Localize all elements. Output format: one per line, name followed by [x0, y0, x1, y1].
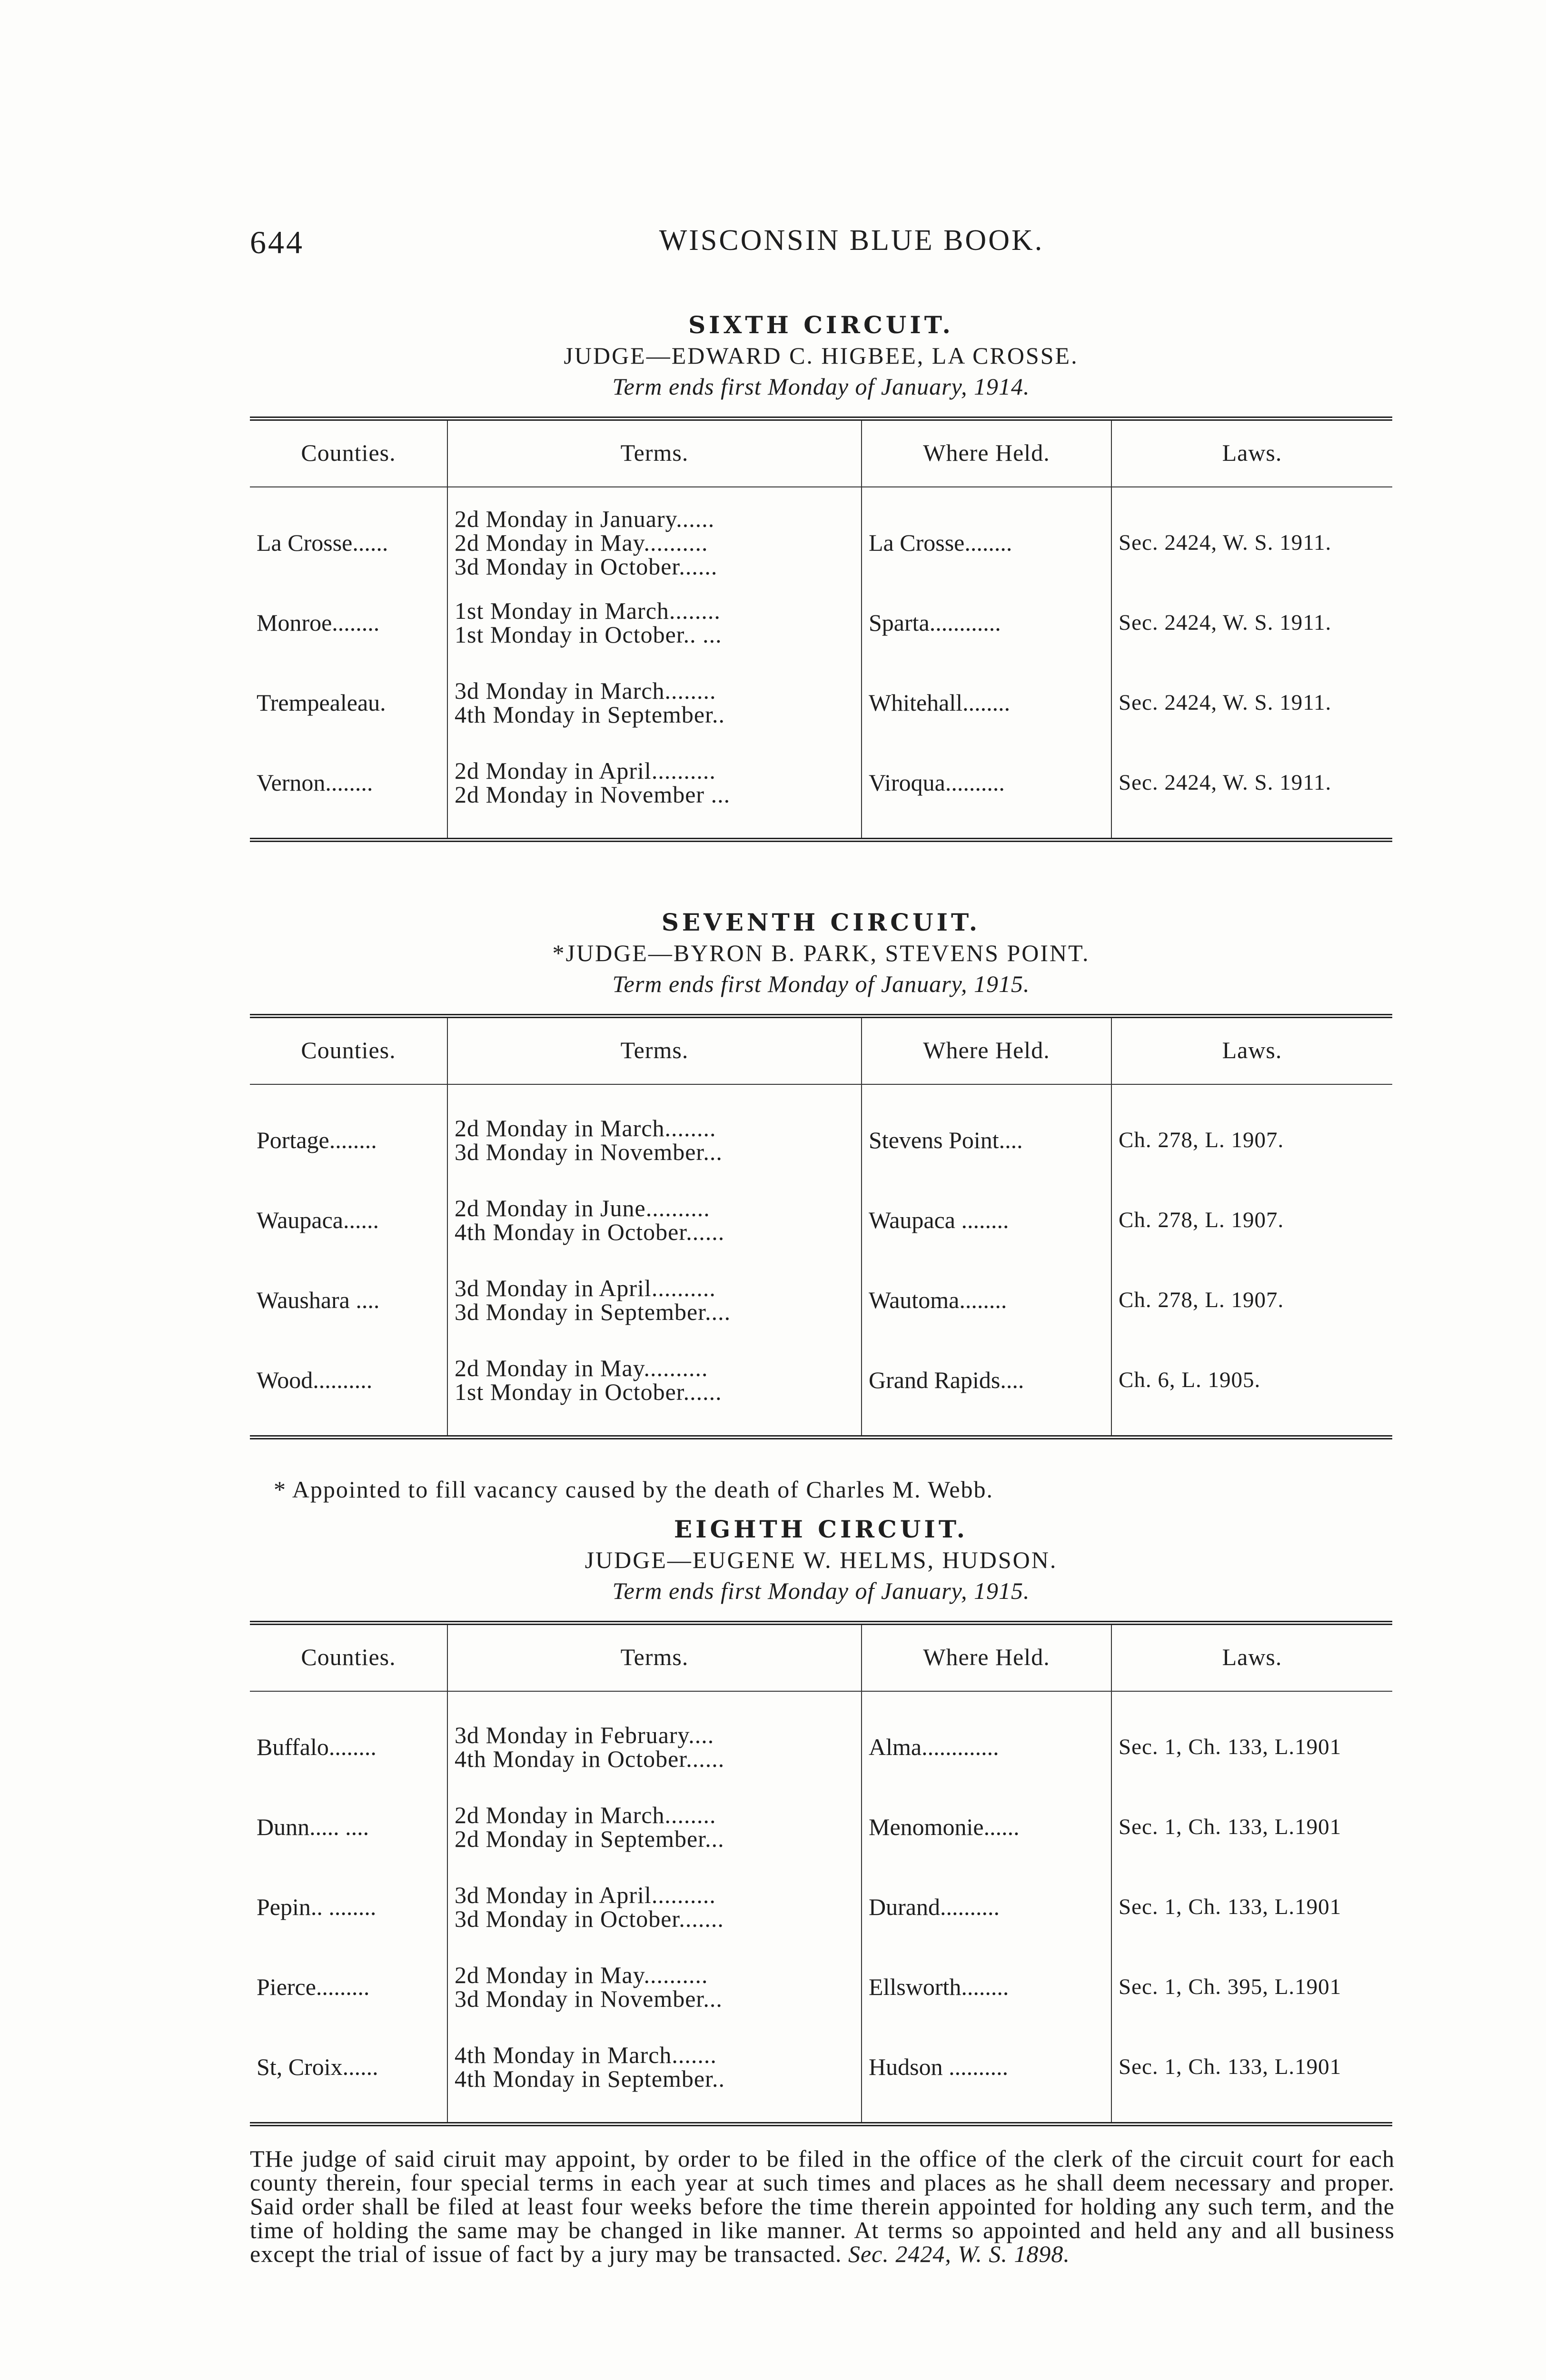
footnote: * Appointed to fill vacancy caused by the death of Charles M. Webb. [274, 1476, 994, 1503]
where-held-cell: Waupaca ........ [862, 1180, 1111, 1260]
table-row [250, 583, 1392, 663]
laws-cell: Sec. 1, Ch. 133, L.1901 [1111, 1787, 1392, 1867]
laws-cell: Sec. 2424, W. S. 1911. [1111, 663, 1392, 743]
header-terms: Terms. [447, 1016, 862, 1085]
term-line: 1st Monday in October.. ... [455, 621, 722, 648]
header-laws: Laws. [1111, 419, 1392, 487]
county-cell: Monroe........ [257, 609, 380, 636]
term-line: 2d Monday in January...... [455, 506, 715, 532]
where-held-cell: Grand Rapids.... [862, 1340, 1111, 1438]
header-where-held: Where Held. [862, 419, 1111, 487]
terms-cell [447, 1260, 862, 1340]
table-row [250, 1180, 1392, 1260]
where-held-cell: Whitehall........ [862, 663, 1111, 743]
where-held-cell: Durand.......... [862, 1867, 1111, 1947]
term-line: 1st Monday in March........ [455, 597, 721, 624]
table-row [250, 743, 1392, 840]
table-header-row [250, 1623, 1392, 1692]
header-terms: Terms. [447, 419, 862, 487]
term-line: 2d Monday in September... [455, 1825, 724, 1852]
table-row [250, 2027, 1392, 2124]
page-number: 644 [250, 224, 304, 260]
table-row [250, 487, 1392, 583]
circuit-title: EIGHTH CIRCUIT. [674, 1515, 968, 1543]
table-header-row [250, 1016, 1392, 1085]
page-title: WISCONSIN BLUE BOOK. [659, 224, 1044, 257]
county-cell: St, Croix...... [257, 2053, 378, 2080]
where-held-cell: Sparta............ [862, 583, 1111, 663]
term-line: 3d Monday in February.... [455, 1722, 714, 1748]
laws-cell: Ch. 278, L. 1907. [1111, 1260, 1392, 1340]
term-line: 4th Monday in September.. [455, 701, 725, 728]
eighth-circuit-section [250, 1514, 1392, 2126]
where-held-cell: Ellsworth........ [862, 1947, 1111, 2027]
term-line: 2d Monday in March........ [455, 1115, 716, 1141]
county-cell: Dunn..... .... [257, 1814, 369, 1840]
sixth-circuit-table [250, 416, 1392, 842]
term-line: 4th Monday in October...... [455, 1219, 725, 1245]
terms-cell [447, 1084, 862, 1180]
header-laws: Laws. [1111, 1016, 1392, 1085]
county-cell: Vernon........ [257, 769, 373, 796]
circuit-term: Term ends first Monday of January, 1915. [612, 971, 1030, 997]
header-where-held: Where Held. [862, 1016, 1111, 1085]
header-where-held: Where Held. [862, 1623, 1111, 1692]
terms-cell [447, 487, 862, 583]
term-line: 2d Monday in November ... [455, 781, 731, 808]
laws-cell: Ch. 6, L. 1905. [1111, 1340, 1392, 1438]
term-line: 4th Monday in October...... [455, 1745, 725, 1772]
term-line: 2d Monday in April.......... [455, 757, 716, 784]
circuit-header [250, 309, 1392, 402]
county-cell: Portage........ [257, 1127, 377, 1153]
table-row [250, 1340, 1392, 1438]
table-row [250, 1787, 1392, 1867]
terms-cell [447, 2027, 862, 2124]
term-line: 3d Monday in November... [455, 1139, 723, 1165]
table-row [250, 663, 1392, 743]
term-line: 4th Monday in March....... [455, 2042, 717, 2068]
where-held-cell: Viroqua.......... [862, 743, 1111, 840]
terms-cell [447, 743, 862, 840]
where-held-cell: La Crosse........ [862, 487, 1111, 583]
table-row [250, 1084, 1392, 1180]
county-cell: Buffalo........ [257, 1734, 377, 1760]
eighth-circuit-table [250, 1621, 1392, 2126]
header-laws: Laws. [1111, 1623, 1392, 1692]
circuit-term: Term ends first Monday of January, 1915. [612, 1577, 1030, 1604]
where-held-cell: Stevens Point.... [862, 1084, 1111, 1180]
term-line: 2d Monday in May.......... [455, 529, 708, 556]
circuit-title: SIXTH CIRCUIT. [688, 311, 954, 339]
sixth-circuit-section [250, 309, 1392, 842]
table-row [250, 1260, 1392, 1340]
where-held-cell: Wautoma........ [862, 1260, 1111, 1340]
terms-cell [447, 583, 862, 663]
circuit-header [250, 1514, 1392, 1606]
circuit-term: Term ends first Monday of January, 1914. [612, 373, 1030, 400]
laws-cell: Sec. 2424, W. S. 1911. [1111, 583, 1392, 663]
term-line: 3d Monday in November... [455, 1985, 723, 2012]
circuit-header [250, 907, 1392, 1000]
seventh-circuit-section [250, 907, 1392, 1439]
circuit-judge: *JUDGE—BYRON B. PARK, STEVENS POINT. [552, 940, 1090, 966]
term-line: 2d Monday in May.......... [455, 1355, 708, 1381]
terms-cell [447, 1691, 862, 1787]
term-line: 3d Monday in March........ [455, 677, 716, 704]
table-row [250, 1947, 1392, 2027]
circuit-title: SEVENTH CIRCUIT. [661, 908, 981, 936]
term-line: 3d Monday in October...... [455, 553, 718, 580]
county-cell: Waushara .... [257, 1287, 380, 1313]
special-terms-note [250, 2147, 1395, 2266]
county-cell: Waupaca...... [257, 1207, 379, 1233]
table-row [250, 1867, 1392, 1947]
header-counties: Counties. [250, 1623, 447, 1692]
laws-cell: Sec. 1, Ch. 133, L.1901 [1111, 1867, 1392, 1947]
county-cell: Pierce......... [257, 1973, 370, 2000]
seventh-circuit-table [250, 1014, 1392, 1439]
where-held-cell: Menomonie...... [862, 1787, 1111, 1867]
laws-cell: Sec. 1, Ch. 133, L.1901 [1111, 2027, 1392, 2124]
header-counties: Counties. [250, 1016, 447, 1085]
circuit-judge: JUDGE—EDWARD C. HIGBEE, LA CROSSE. [564, 342, 1079, 369]
term-line: 4th Monday in September.. [455, 2065, 725, 2092]
terms-cell [447, 1340, 862, 1438]
laws-cell: Sec. 2424, W. S. 1911. [1111, 487, 1392, 583]
running-header [250, 224, 1391, 262]
county-cell: La Crosse...... [257, 529, 388, 556]
terms-cell [447, 1180, 862, 1260]
term-line: 2d Monday in March........ [455, 1802, 716, 1828]
county-cell: Wood.......... [257, 1367, 373, 1393]
term-line: 3d Monday in October....... [455, 1905, 724, 1932]
laws-cell: Sec. 1, Ch. 395, L.1901 [1111, 1947, 1392, 2027]
county-cell: Trempealeau. [257, 689, 386, 716]
terms-cell [447, 1947, 862, 2027]
terms-cell [447, 1867, 862, 1947]
header-terms: Terms. [447, 1623, 862, 1692]
county-cell: Pepin.. ........ [257, 1894, 377, 1920]
circuit-judge: JUDGE—EUGENE W. HELMS, HUDSON. [585, 1547, 1058, 1573]
terms-cell [447, 663, 862, 743]
term-line: 3d Monday in April.......... [455, 1275, 716, 1301]
term-line: 2d Monday in June.......... [455, 1195, 710, 1221]
where-held-cell: Alma............. [862, 1691, 1111, 1787]
laws-cell: Sec. 2424, W. S. 1911. [1111, 743, 1392, 840]
laws-cell: Ch. 278, L. 1907. [1111, 1180, 1392, 1260]
term-line: 1st Monday in October...... [455, 1378, 722, 1405]
table-row [250, 1691, 1392, 1787]
term-line: 3d Monday in September.... [455, 1299, 731, 1325]
laws-cell: Sec. 1, Ch. 133, L.1901 [1111, 1691, 1392, 1787]
note-text: THe judge of said ciruit may appoint, by order to be filed in the office of the clerk of the circuit court for each county therein, four special terms in each year at such times and places as he shall deem necessary and proper. Said order shall be filed at least four weeks before the time therein appointed for holding any such term, and the time of holding the same may be changed in like manner. At terms so appointed and held any and all business except the trial of issue of fact by a jury may be transacted. [250, 2145, 1395, 2267]
laws-cell: Ch. 278, L. 1907. [1111, 1084, 1392, 1180]
term-line: 3d Monday in April.......... [455, 1882, 716, 1908]
note-citation: Sec. 2424, W. S. 1898. [848, 2241, 1070, 2267]
where-held-cell: Hudson .......... [862, 2027, 1111, 2124]
term-line: 2d Monday in May.......... [455, 1962, 708, 1988]
table-header-row [250, 419, 1392, 487]
header-counties: Counties. [250, 419, 447, 487]
terms-cell [447, 1787, 862, 1867]
